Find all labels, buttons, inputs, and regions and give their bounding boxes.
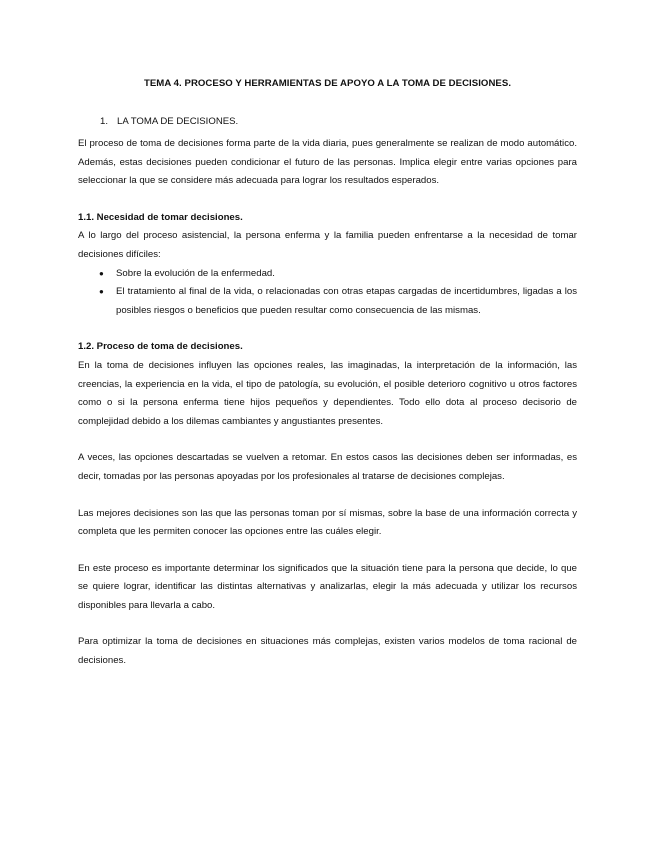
intro-paragraph: El proceso de toma de decisiones forma parte de la vida diaria, pues generalmente se realizan de modo automático. Además, estas decisiones pueden condicionar el futuro de las personas. Implica elegir entre varias opciones para seleccionar la que se considere más adecuada para lograr los resultados esperados. — [78, 138, 577, 187]
subsection-1-1-paragraph: A lo largo del proceso asistencial, la persona enferma y la familia pueden enfrentarse a la necesidad de tomar decisiones difíciles: — [78, 230, 577, 260]
list-item: ● Sobre la evolución de la enfermedad. — [78, 265, 577, 284]
subsection-heading-1-1: 1.1. Necesidad de tomar decisiones. — [78, 211, 243, 223]
paragraph: Para optimizar la toma de decisiones en situaciones más complejas, existen varios modelos de toma racional de decisiones. — [78, 636, 577, 667]
bullet-list — [78, 265, 577, 321]
paragraph: Las mejores decisiones son las que las personas toman por sí mismas, sobre la base de una información correcta y completa que les permiten conocer las opciones entre las cuáles elegir. — [78, 507, 577, 538]
bullet-icon: ● — [99, 268, 104, 278]
document-title: TEMA 4. PROCESO Y HERRAMIENTAS DE APOYO A LA TOMA DE DECISIONES. — [143, 78, 512, 89]
paragraph: En la toma de decisiones influyen las opciones reales, las imaginadas, la interpretación de la información, las creencias, la experiencia en la vida, el tipo de patología, su evolución, el posible deterioro cognitivo u otros factores como o si la persona enferma tiene hijos pequeños y dependientes. Todo ello dota al proceso decisorio de complejidad debido a los dilemas cambiantes y angustiantes presentes. — [78, 359, 577, 427]
paragraph: En este proceso es importante determinar los significados que la situación tiene para la persona que decide, lo que se quiere lograr, identificar las distintas alternativas y analizarlas, elegir la más adecuada y utilizar los recursos disponibles para llevarla a cabo. — [78, 562, 577, 611]
section-number: 1. — [100, 116, 109, 127]
bullet-icon: ● — [99, 287, 104, 297]
list-item: ● El tratamiento al final de la vida, o relacionadas con otras etapas cargadas de incertidumbres, ligadas a los posibles riesgos o beneficios que pueden resultar como consecuencia de las mismas. — [78, 283, 577, 320]
subsection-heading-1-2: 1.2. Proceso de toma de decisiones. — [78, 341, 243, 353]
section-heading-1 — [100, 115, 577, 129]
paragraph: A veces, las opciones descartadas se vuelven a retomar. En estos casos las decisiones deben ser informadas, es decir, tomadas por las personas apoyadas por los profesionales al tratarse de decisiones complejas. — [78, 452, 577, 482]
section-heading-text: LA TOMA DE DECISIONES. — [117, 116, 239, 127]
